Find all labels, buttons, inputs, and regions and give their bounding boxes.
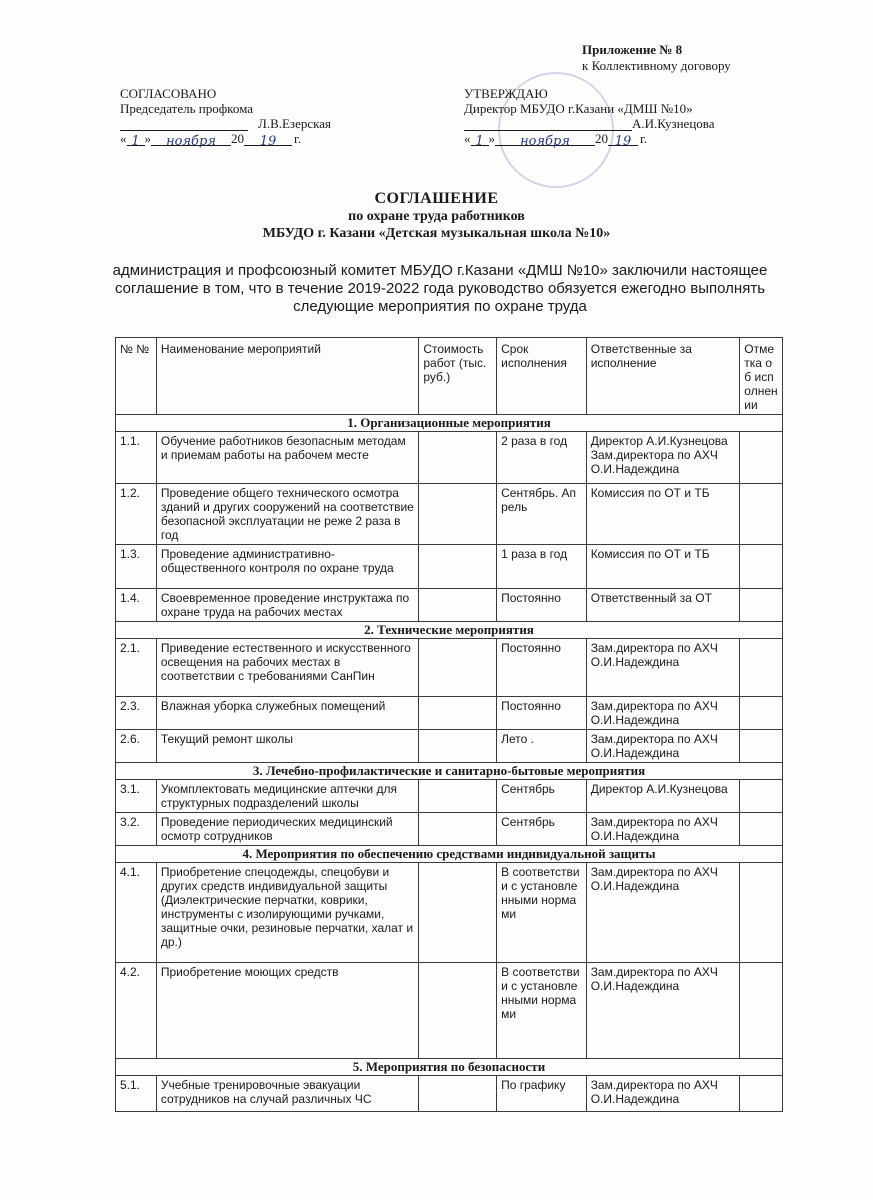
approved-position: Директор МБУДО г.Казани «ДМШ №10» (464, 101, 693, 116)
cell-name: Приобретение спецодежды, спецобуви и других средств индивидуальной защиты (Диэлектрические перчатки, коврики, инструменты с изолирующими ручками, защитные очки, резиновые перчатки, халат и др.) (156, 863, 419, 963)
section-title: 5. Мероприятия по безопасности (116, 1059, 783, 1076)
cell-mark (740, 780, 783, 813)
cell-cost (419, 1076, 497, 1112)
cell-mark (740, 813, 783, 846)
cell-mark (740, 1076, 783, 1112)
document-title: СОГЛАШЕНИЕ (374, 190, 499, 207)
hand-month: ноября (166, 134, 216, 149)
cell-responsible: Директор А.И.Кузнецова (586, 780, 740, 813)
cell-mark (740, 589, 783, 622)
cell-cost (419, 697, 497, 730)
cell-term: В соответствии с установленными нормами (497, 863, 587, 963)
section-title: 1. Организационные мероприятия (116, 415, 783, 432)
cell-mark (740, 639, 783, 697)
document-organization: МБУДО г. Казани «Детская музыкальная школа №10» (262, 226, 611, 241)
cell-name: Приобретение моющих средств (156, 963, 419, 1059)
cell-term: Сентябрь (497, 813, 587, 846)
cell-term: Сентябрь (497, 780, 587, 813)
hand-day: 1 (475, 134, 484, 149)
cell-cost (419, 545, 497, 589)
table-row (116, 813, 783, 846)
approved-signatory: А.И.Кузнецова (632, 116, 715, 131)
cell-mark (740, 484, 783, 545)
date-year-prefix: 20 (595, 131, 608, 146)
cell-mark (740, 697, 783, 730)
cell-mark (740, 963, 783, 1059)
appendix-subtitle: к Коллективному договору (582, 58, 731, 73)
appendix-note (582, 42, 731, 74)
section-row (116, 1059, 783, 1076)
cell-number: 1.2. (116, 484, 157, 545)
cell-name: Проведение периодических медицинский осмотр сотрудников (156, 813, 419, 846)
cell-term: В соответствии с установленными нормами (497, 963, 587, 1059)
cell-mark (740, 545, 783, 589)
cell-responsible: Комиссия по ОТ и ТБ (586, 545, 740, 589)
hand-month: ноября (520, 134, 570, 149)
section-row (116, 846, 783, 863)
section-title: 2. Технические мероприятия (116, 622, 783, 639)
cell-term: Лето . (497, 730, 587, 763)
cell-number: 5.1. (116, 1076, 157, 1112)
date-day-field (127, 133, 145, 149)
section-row (116, 622, 783, 639)
cell-cost (419, 813, 497, 846)
cell-responsible: Зам.директора по АХЧ О.И.Надеждина (586, 963, 740, 1059)
hand-day: 1 (131, 134, 140, 149)
approved-heading: УТВЕРЖДАЮ (464, 86, 548, 101)
cell-cost (419, 730, 497, 763)
header-cost: Стоимость работ (тыс.руб.) (419, 338, 497, 415)
agreed-signatory: Л.В.Езерская (258, 116, 331, 131)
table-row (116, 545, 783, 589)
table-body (116, 415, 783, 1112)
cell-cost (419, 639, 497, 697)
cell-number: 2.3. (116, 697, 157, 730)
cell-name: Учебные тренировочные эвакуации сотрудников на случай различных ЧС (156, 1076, 419, 1112)
date-day-field (471, 133, 489, 149)
section-title: 3. Лечебно-профилактические и санитарно-бытовые мероприятия (116, 763, 783, 780)
cell-responsible: Зам.директора по АХЧ О.И.Надеждина (586, 639, 740, 697)
section-title: 4. Мероприятия по обеспечению средствами индивидуальной защиты (116, 846, 783, 863)
hand-year: 19 (614, 134, 632, 149)
table-row (116, 432, 783, 484)
hand-year: 19 (259, 134, 277, 149)
cell-number: 1.1. (116, 432, 157, 484)
section-row (116, 415, 783, 432)
cell-cost (419, 589, 497, 622)
cell-responsible: Зам.директора по АХЧ О.И.Надеждина (586, 730, 740, 763)
document-subtitle: по охране труда работников (348, 209, 525, 224)
cell-number: 2.1. (116, 639, 157, 697)
date-month-field (151, 133, 231, 149)
header-name: Наименование мероприятий (156, 338, 419, 415)
cell-responsible: Зам.директора по АХЧ О.И.Надеждина (586, 863, 740, 963)
cell-name: Своевременное проведение инструктажа по охране труда на рабочих местах (156, 589, 419, 622)
table-header-row (116, 338, 783, 415)
cell-name: Обучение работников безопасным методам и приемам работы на рабочем месте (156, 432, 419, 484)
table-row (116, 484, 783, 545)
cell-responsible: Зам.директора по АХЧ О.И.Надеждина (586, 1076, 740, 1112)
date-open-quote: « (464, 131, 471, 146)
cell-name: Проведение административно-общественного контроля по охране труда (156, 545, 419, 589)
cell-cost (419, 780, 497, 813)
approval-agreed (120, 86, 380, 149)
cell-responsible: Зам.директора по АХЧ О.И.Надеждина (586, 813, 740, 846)
intro-paragraph: администрация и профсоюзный комитет МБУДО г.Казани «ДМШ №10» заключили настоящее соглашение в том, что в течение 2019-2022 года руководство обязуется ежегодно выполнять следующие мероприятия по охране труда (112, 262, 768, 315)
cell-responsible: Зам.директора по АХЧ О.И.Надеждина (586, 697, 740, 730)
date-close-quote: » (488, 131, 495, 146)
header-responsible: Ответственные за исполнение (586, 338, 740, 415)
cell-term: Постоянно (497, 639, 587, 697)
cell-number: 3.2. (116, 813, 157, 846)
cell-number: 1.3. (116, 545, 157, 589)
cell-name: Влажная уборка служебных помещений (156, 697, 419, 730)
cell-number: 3.1. (116, 780, 157, 813)
cell-term: 2 раза в год (497, 432, 587, 484)
agreed-signature-line (120, 116, 380, 131)
cell-responsible: Комиссия по ОТ и ТБ (586, 484, 740, 545)
cell-term: Постоянно (497, 697, 587, 730)
table-row (116, 639, 783, 697)
cell-mark (740, 863, 783, 963)
table-row (116, 1076, 783, 1112)
cell-mark (740, 432, 783, 484)
cell-mark (740, 730, 783, 763)
cell-responsible: Директор А.И.Кузнецова Зам.директора по АХЧ О.И.Надеждина (586, 432, 740, 484)
table-row (116, 730, 783, 763)
cell-cost (419, 484, 497, 545)
cell-cost (419, 432, 497, 484)
table-row (116, 589, 783, 622)
table-row (116, 697, 783, 730)
cell-number: 2.6. (116, 730, 157, 763)
date-open-quote: « (120, 131, 127, 146)
table-row (116, 780, 783, 813)
measures-table (115, 337, 783, 1112)
cell-number: 1.4. (116, 589, 157, 622)
header-term: Срок исполнения (497, 338, 587, 415)
date-year-suffix: г. (640, 131, 648, 146)
signature-field (120, 118, 248, 131)
table-row (116, 863, 783, 963)
date-year-field (608, 133, 638, 149)
cell-cost (419, 863, 497, 963)
cell-name: Текущий ремонт школы (156, 730, 419, 763)
table-row (116, 963, 783, 1059)
date-close-quote: » (144, 131, 151, 146)
header-number: № № (116, 338, 157, 415)
agreed-date-line (120, 131, 380, 149)
header-mark: Отметка об исполнении (740, 338, 783, 415)
date-month-field (495, 133, 595, 149)
cell-responsible: Ответственный за ОТ (586, 589, 740, 622)
cell-term: Сентябрь. Апрель (497, 484, 587, 545)
approved-date-line (464, 131, 764, 149)
date-year-field (244, 133, 292, 149)
cell-term: Постоянно (497, 589, 587, 622)
date-year-suffix: г. (294, 131, 302, 146)
agreed-heading: СОГЛАСОВАНО (120, 86, 217, 101)
section-row (116, 763, 783, 780)
cell-name: Проведение общего технического осмотра зданий и других сооружений на соответствие безопасной эксплуатации не реже 2 раза в год (156, 484, 419, 545)
cell-name: Укомплектовать медицинские аптечки для структурных подразделений школы (156, 780, 419, 813)
appendix-number: Приложение № 8 (582, 42, 683, 57)
cell-number: 4.1. (116, 863, 157, 963)
cell-term: 1 раза в год (497, 545, 587, 589)
cell-term: По графику (497, 1076, 587, 1112)
agreed-position: Председатель профкома (120, 101, 253, 116)
date-year-prefix: 20 (231, 131, 244, 146)
cell-number: 4.2. (116, 963, 157, 1059)
cell-name: Приведение естественного и искусственного освещения на рабочих местах в соответствии с требованиями СанПин (156, 639, 419, 697)
approved-signature-line (464, 116, 764, 131)
approval-approved (464, 86, 764, 149)
cell-cost (419, 963, 497, 1059)
signature-field (464, 118, 632, 131)
